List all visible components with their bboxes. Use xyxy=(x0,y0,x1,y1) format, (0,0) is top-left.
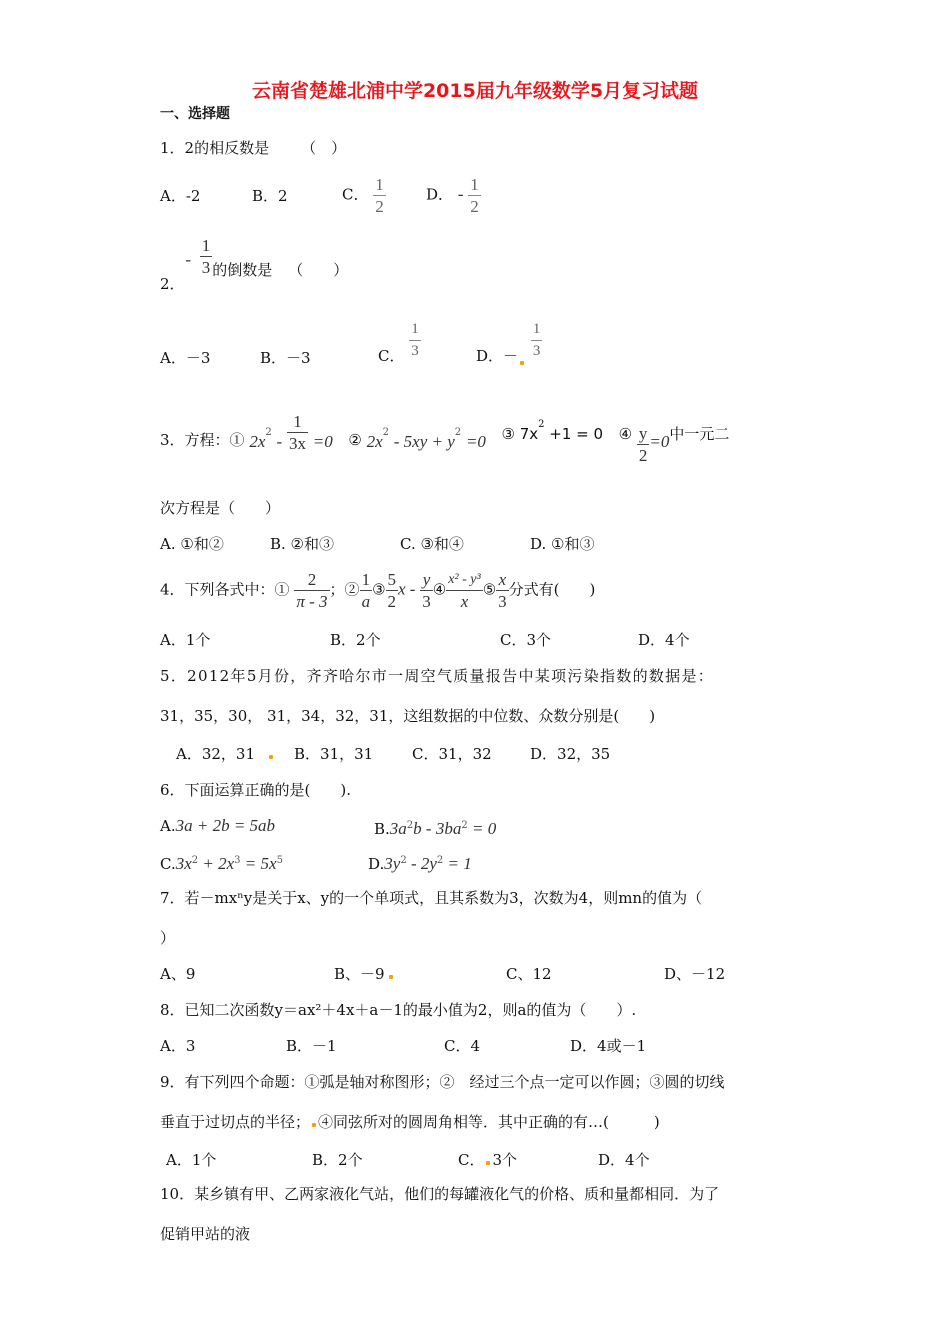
q1-text: 1．2的相反数是 xyxy=(160,139,270,157)
q6-b-term2: b - 3ba xyxy=(413,819,462,838)
q1-option-c xyxy=(342,175,386,216)
q4-f3-num: 5 xyxy=(387,570,397,589)
q2-c-label: C． xyxy=(378,346,405,365)
q2-d-fraction xyxy=(531,320,543,361)
q2-text: 的倒数是 xyxy=(212,260,273,279)
q7-option-c: C、12 xyxy=(506,965,552,983)
q6-option-c: $C.3x^2 + 2x^3 = 5x^5$ xyxy=(160,854,283,873)
q4-marker-3: ③ xyxy=(372,580,386,599)
q4-f1-num: 2 xyxy=(307,570,317,589)
q1-c-num: 1 xyxy=(375,175,384,194)
q4-stem xyxy=(160,570,595,611)
q4-f5 xyxy=(496,570,509,611)
q4-f3-mid: x - xyxy=(398,579,416,599)
mark-dot xyxy=(486,1161,490,1165)
q8-option-a: A．3 xyxy=(160,1037,196,1055)
mark-dot xyxy=(312,1123,316,1127)
q3-marker-4: ④ xyxy=(618,424,633,443)
q6-option-b: $B.3a^2b - 3ba^2 = 0$ xyxy=(374,819,497,838)
q1-option-b: B．2 xyxy=(252,187,288,205)
mark-dot xyxy=(520,361,524,365)
q3-marker-1: ① xyxy=(229,430,245,449)
q3-eq1-den: 3x xyxy=(289,434,306,453)
q1-d-sign: - xyxy=(457,184,464,204)
q10-line1: 10．某乡镇有甲、乙两家液化气站，他们的每罐液化气的价格、质和量都相同．为了 xyxy=(160,1185,720,1203)
q6-c-rhs: = 5x xyxy=(240,854,277,873)
q4-f1 xyxy=(294,570,329,611)
q6-d-term1: 3y xyxy=(384,854,401,873)
q9-option-d: D．4个 xyxy=(598,1151,650,1169)
q1-paren: （ ） xyxy=(301,139,347,157)
q4-f5-den: 3 xyxy=(498,592,507,611)
q4-f4-num: x² - y³ xyxy=(448,572,481,587)
q3-eq3-rest: +1 = 0 xyxy=(544,424,604,443)
q9-option-a: A．1个 xyxy=(166,1151,217,1169)
q4-semicolon: ； xyxy=(329,580,345,599)
q1-d-num: 1 xyxy=(470,175,479,194)
q5-option-a xyxy=(176,744,275,764)
q3-eq1-num: 1 xyxy=(293,412,302,431)
q4-f3c xyxy=(420,570,433,611)
q6-d-rhs: = 1 xyxy=(443,854,472,873)
q6-a-label: A. xyxy=(160,817,176,835)
q6-b-rhs: = 0 xyxy=(467,819,497,838)
q4-f3c-den: 3 xyxy=(422,592,431,611)
q3-eq3-term: 7x xyxy=(519,424,539,443)
q3-line2: 次方程是（ ） xyxy=(160,499,281,517)
q7-b-text: B、－9 xyxy=(334,965,385,983)
q4-tail: 分式有( ) xyxy=(508,580,596,599)
q2-paren: （ ） xyxy=(288,260,349,279)
q6-c-label: C. xyxy=(160,855,176,873)
q4-f2 xyxy=(360,570,373,611)
q2-c-fraction xyxy=(409,320,421,361)
q2-d-den: 3 xyxy=(532,343,541,359)
q3-marker-2: ② xyxy=(348,430,362,449)
q5-a-text: A．32，31 xyxy=(176,745,256,763)
q6-c-term2: + 2x xyxy=(198,854,235,873)
q4-option-b: B．2个 xyxy=(330,631,381,649)
q1-d-label: D． xyxy=(426,185,454,204)
mark-dot xyxy=(389,975,393,979)
q1-d-fraction xyxy=(468,175,481,216)
q3-eq2-term2: - 5xy + y xyxy=(393,431,455,451)
q9-line2 xyxy=(160,1112,660,1132)
q6-b-term1: 3a xyxy=(389,819,407,838)
q9-option-b: B．2个 xyxy=(312,1151,363,1169)
q3-eq1-minus: - xyxy=(276,431,283,451)
q8-stem: 8．已知二次函数y＝ax²＋4x＋a－1的最小值为2，则a的值为（ ）. xyxy=(160,1001,637,1019)
q1-c-fraction xyxy=(373,175,386,216)
q2-num: 1 xyxy=(201,236,211,255)
mark-dot xyxy=(269,755,273,759)
q4-f3 xyxy=(386,570,399,611)
q6-b-label: B. xyxy=(374,820,390,838)
q2-sign: - xyxy=(185,249,191,269)
q3-eq4-num: y xyxy=(638,424,648,443)
q7-option-d: D、－12 xyxy=(664,965,726,983)
q7-line2: ） xyxy=(160,929,176,947)
q2-number: 2． xyxy=(160,274,185,293)
q9-line1: 9．有下列四个命题：①弧是轴对称图形；② 经过三个点一定可以作圆；③圆的切线 xyxy=(160,1073,725,1091)
q4-f2-num: 1 xyxy=(361,570,371,589)
q6-option-a xyxy=(160,816,275,836)
q2-option-b: B．－3 xyxy=(260,349,311,367)
q3-option-d: D. ①和③ xyxy=(530,535,595,553)
q2-option-c xyxy=(378,320,421,365)
q9-c-label: C． xyxy=(458,1151,485,1169)
q2-option-a: A．－3 xyxy=(160,349,211,367)
q9-c-text: 3个 xyxy=(492,1151,518,1169)
q6-option-d: $D.3y^2 - 2y^2 = 1$ xyxy=(368,854,472,873)
q4-marker-1: ① xyxy=(274,580,290,599)
q8-option-c: C．4 xyxy=(444,1037,481,1055)
q10-line2: 促销甲站的液 xyxy=(160,1225,251,1243)
q4-option-c: C．3个 xyxy=(500,631,552,649)
q2-c-num: 1 xyxy=(411,321,419,337)
q4-f1-den: π - 3 xyxy=(296,592,328,611)
q2-stem xyxy=(160,236,349,293)
q1-c-den: 2 xyxy=(375,197,384,216)
q8-option-d: D．4或－1 xyxy=(570,1037,647,1055)
q3-eq4-fraction xyxy=(637,424,650,465)
q7-option-b xyxy=(334,964,395,984)
q5-option-d: D．32，35 xyxy=(530,745,611,763)
q3-eq4-den: 2 xyxy=(638,446,648,465)
q3-eq2-rhs: =0 xyxy=(465,431,486,451)
section-heading: 一、选择题 xyxy=(160,106,230,122)
q5-line2: 31，35，30， 31，34，32，31，这组数据的中位数、众数分别是( ) xyxy=(160,707,656,725)
q4-marker-4: ④ xyxy=(432,580,447,599)
q3-marker-3: ③ xyxy=(501,424,515,443)
q4-f2-den: a xyxy=(361,592,371,611)
q3-option-a: A. ①和② xyxy=(160,535,224,553)
q9-line2-part2: ④同弦所对的圆周角相等．其中正确的有…( ) xyxy=(318,1113,660,1131)
q6-stem: 6．下面运算正确的是( ). xyxy=(160,781,352,799)
q3-eq1-fraction xyxy=(287,412,308,453)
q4-f3-den: 2 xyxy=(387,592,397,611)
q4-marker-5: ⑤ xyxy=(482,580,497,599)
q6-a-expr: 3a + 2b = 5ab xyxy=(175,816,276,835)
q2-c-den: 3 xyxy=(411,343,419,359)
q4-text: 4．下列各式中： xyxy=(160,580,275,599)
q3-stem: 3．方程：① $2x^2$ - $\frac{1}{3x}$ =0 ② $2x^2 - 5xy + y^2 =0$ ③ $7x^2 +1 = 0$ ④ $\frac{y}{2}$ =0中一元二 xyxy=(160,412,730,465)
q9-line2-part1: 垂直于过切点的半径； xyxy=(160,1113,311,1131)
q2-den: 3 xyxy=(201,258,211,277)
q1-c-label: C． xyxy=(342,185,369,204)
q4-marker-2: ② xyxy=(344,580,360,599)
q3-option-b: B. ②和③ xyxy=(270,535,335,553)
q5-line1: 5．2012年5月份，齐齐哈尔市一周空气质量报告中某项污染指数的数据是： xyxy=(160,667,715,685)
q1-stem xyxy=(160,138,346,158)
q6-c-term1: 3x xyxy=(175,854,192,873)
q2-d-num: 1 xyxy=(532,321,541,337)
q5-option-b: B．31，31 xyxy=(294,745,374,763)
q1-d-den: 2 xyxy=(470,197,479,216)
q4-option-d: D．4个 xyxy=(638,631,690,649)
q3-eq1-rhs: =0 xyxy=(312,431,333,451)
q2-option-d xyxy=(476,320,542,365)
q7-line1: 7．若－mxⁿy是关于x、y的一个单项式，且其系数为3，次数为4，则mn的值为（ xyxy=(160,889,703,907)
q2-d-label: D．－ xyxy=(476,346,519,365)
q8-option-b: B．－1 xyxy=(286,1037,337,1055)
q3-text: 3．方程： xyxy=(160,430,230,449)
q3-eq1-term: 2x xyxy=(249,431,266,451)
q3-option-c: C. ③和④ xyxy=(400,535,464,553)
q3-eq4-rhs: =0 xyxy=(649,431,670,451)
q3-eq2-term1: 2x xyxy=(366,431,383,451)
q4-f5-num: x xyxy=(498,570,507,589)
q6-d-label: D. xyxy=(368,855,385,873)
q4-option-a: A．1个 xyxy=(160,631,211,649)
q5-option-c: C．31，32 xyxy=(412,745,492,763)
q4-f4 xyxy=(446,570,482,611)
q7-option-a: A、9 xyxy=(160,965,196,983)
q4-f4-den: x xyxy=(460,592,469,611)
q1-option-d xyxy=(426,175,481,216)
q6-d-term2: - 2y xyxy=(406,854,437,873)
q4-f3c-num: y xyxy=(422,570,431,589)
page-title: 云南省楚雄北浦中学2015届九年级数学5月复习试题 xyxy=(251,80,699,102)
q2-fraction xyxy=(200,236,213,277)
q1-option-a: A．-2 xyxy=(160,187,201,205)
q3-tail: 中一元二 xyxy=(669,424,730,443)
q9-option-c xyxy=(458,1150,517,1170)
